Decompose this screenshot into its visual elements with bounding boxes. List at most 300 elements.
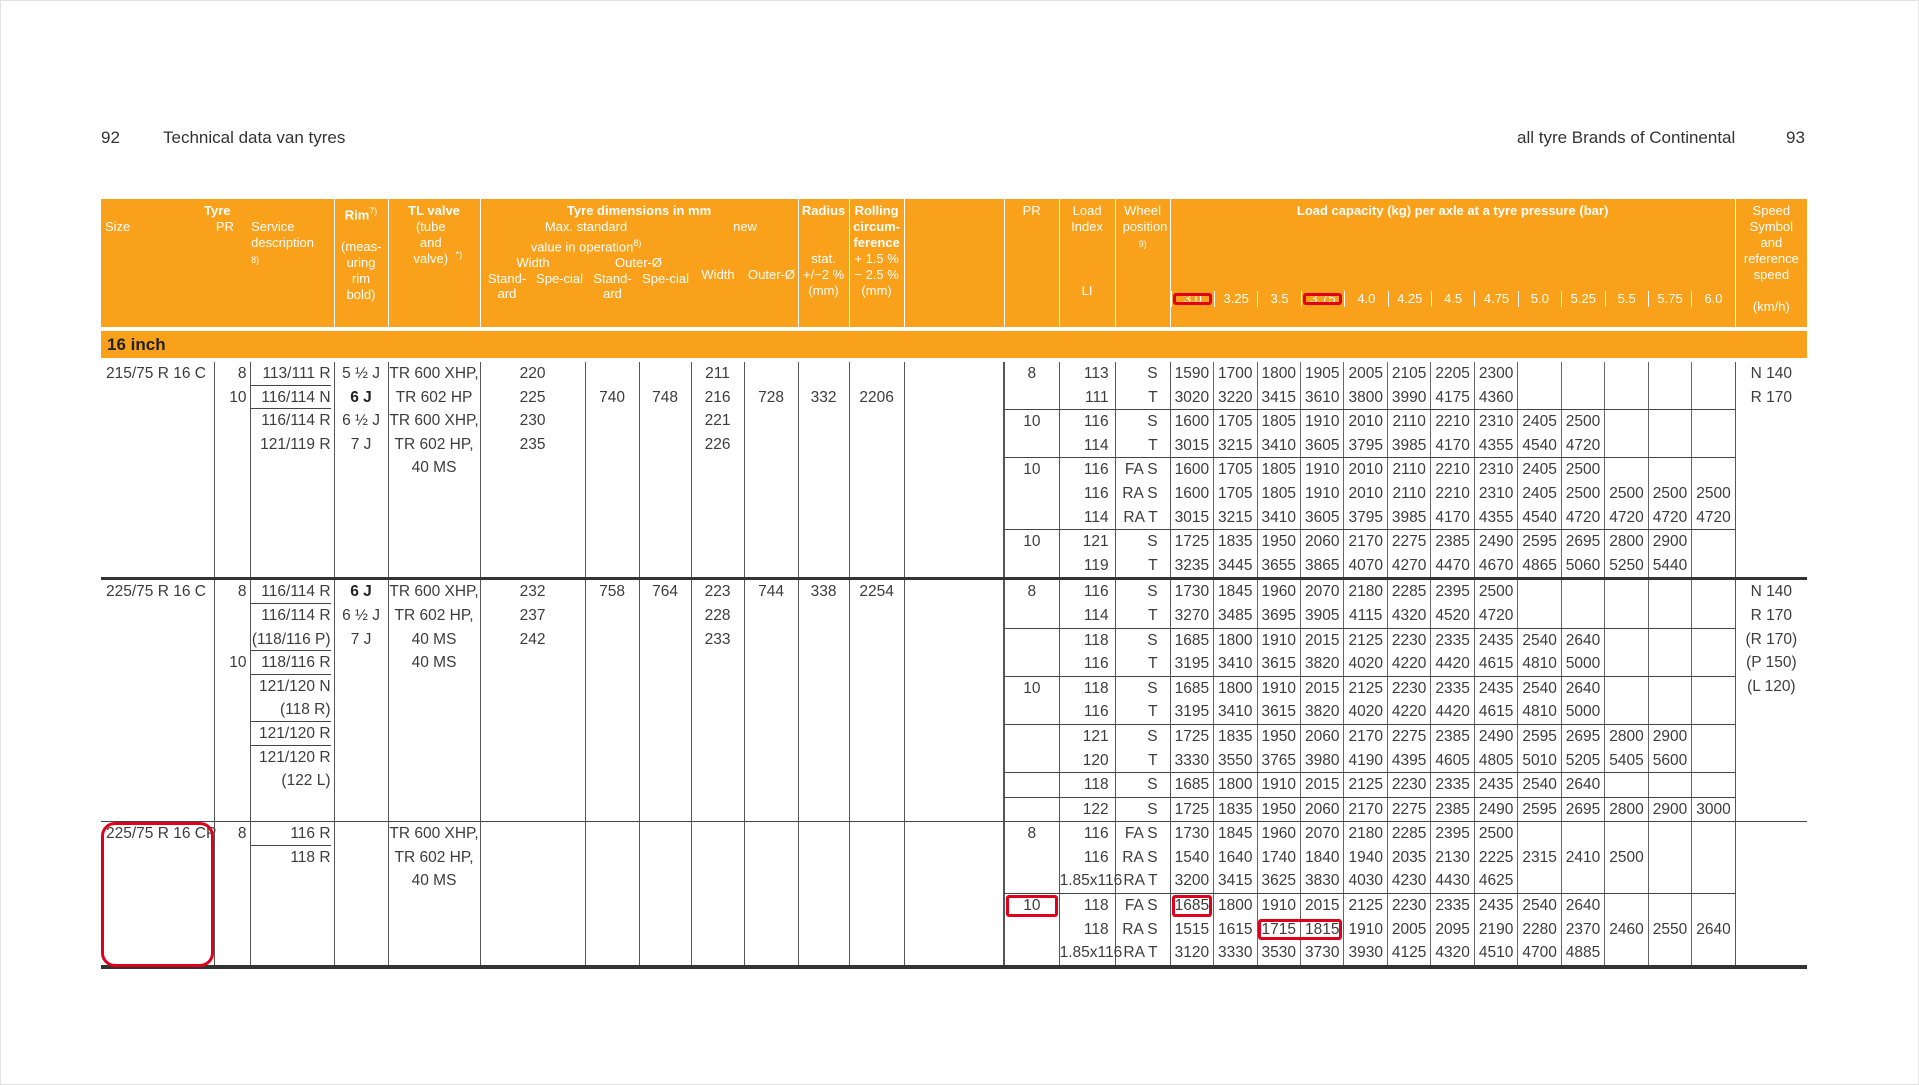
load-value: 2285	[1387, 580, 1430, 604]
tyre-size: 225/75 R 16 CP	[101, 822, 214, 967]
block-pr	[1005, 529, 1059, 577]
load-value	[1691, 604, 1734, 628]
load-value	[1604, 458, 1647, 482]
load-index: 119	[1083, 556, 1109, 574]
block-pr-value	[1005, 629, 1059, 653]
load-value: 2275	[1387, 725, 1430, 749]
outer-std	[585, 579, 639, 822]
load-row	[1171, 941, 1735, 965]
load-value	[1648, 773, 1691, 797]
load-value: 4540	[1517, 434, 1560, 458]
speed-line: R 170	[1750, 388, 1793, 406]
load-value: 2230	[1387, 773, 1430, 797]
load-value: 3990	[1387, 386, 1430, 410]
radius	[798, 360, 849, 579]
pressure-8: 5.0	[1518, 291, 1561, 307]
load-value: 2125	[1343, 677, 1386, 701]
load-value	[1604, 580, 1647, 604]
new-width-line: 226	[704, 435, 731, 453]
load-value	[1517, 869, 1560, 893]
load-value	[1604, 362, 1647, 386]
load-index: 118	[1083, 776, 1109, 794]
dims-header: Tyre dimensions in mm Max. standard value in operation$^{8)}$ Width Outer-Ø Stand-ard Spe-cial Stand-ard Spe-cial new Width Outer-Ø	[480, 199, 798, 329]
load-row	[1171, 869, 1735, 893]
load-value: 1730	[1174, 825, 1210, 843]
load-value	[1691, 677, 1734, 701]
load-value	[1691, 458, 1734, 482]
load-value: 5600	[1648, 749, 1691, 773]
load-value	[1648, 604, 1691, 628]
load-value: 2540	[1517, 677, 1560, 701]
load-value	[1561, 822, 1604, 846]
rolling-circumference	[849, 360, 904, 579]
load-value: 2310	[1474, 410, 1517, 434]
load-index: 116	[1083, 848, 1109, 866]
load-value: 4070	[1343, 554, 1386, 578]
load-value: 2435	[1474, 773, 1517, 797]
load-value: 2540	[1517, 894, 1560, 918]
load-row	[1171, 410, 1735, 434]
load-value	[1691, 580, 1734, 604]
load-row	[1171, 725, 1735, 749]
pr-line: 10	[229, 654, 247, 672]
outer-std-line: 740	[599, 388, 625, 406]
load-index: 118	[1083, 679, 1109, 697]
std-width-line: 220	[519, 365, 546, 382]
load-value: 1800	[1213, 629, 1256, 653]
wheel-position: T	[1148, 556, 1158, 574]
load-value: 1940	[1343, 846, 1386, 870]
load-value: 2640	[1561, 773, 1604, 797]
load-value: 3020	[1174, 388, 1210, 406]
load-value: 2015	[1300, 629, 1343, 653]
load-value: 1910	[1300, 482, 1343, 506]
pressure-12: 6.0	[1691, 291, 1734, 307]
rim-line: 6 J	[350, 583, 372, 601]
load-value: 2310	[1474, 458, 1517, 482]
std-width-line: 230	[519, 412, 546, 430]
load-value: 2435	[1474, 894, 1517, 918]
load-value	[1604, 434, 1647, 458]
load-value: 2460	[1604, 918, 1647, 942]
load-value: 3610	[1300, 386, 1343, 410]
load-value: 3730	[1300, 941, 1343, 965]
load-value: 4395	[1387, 749, 1430, 773]
new-width-line: 211	[705, 365, 730, 382]
load-value: 1685	[1174, 776, 1210, 794]
left-page-title: Technical data van tyres	[163, 128, 346, 147]
load-value: 1800	[1257, 362, 1300, 386]
size-header: Size	[105, 219, 131, 234]
outer-special	[639, 822, 691, 967]
load-value: 3235	[1174, 556, 1210, 574]
tl-line: TR 602 HP,	[394, 848, 474, 866]
load-index: 121	[1082, 727, 1109, 745]
load-value: 3120	[1174, 944, 1210, 962]
load-value: 1815	[1300, 918, 1343, 942]
outer-spec-line	[640, 362, 691, 386]
rim-line: 5 ½ J	[342, 365, 380, 382]
load-value: 4720	[1691, 506, 1734, 530]
load-value	[1691, 386, 1734, 410]
load-value	[1517, 580, 1560, 604]
tyre-group	[101, 360, 1807, 579]
load-value: 1725	[1174, 533, 1210, 551]
load-value: 4020	[1343, 700, 1386, 724]
load-index: 114	[1083, 436, 1109, 454]
load-row	[1171, 846, 1735, 870]
wheel-position: S	[1147, 413, 1158, 431]
load-value: 1910	[1257, 629, 1300, 653]
load-header: Load capacity (kg) per axle at a tyre pressure (bar) 3.0 3.25 3.5 3.75 4.0 4.25 4.5 4.75 5.0 5.25 5.5 5.75 6.0	[1170, 199, 1735, 329]
load-value	[1648, 362, 1691, 386]
load-index: 120	[1082, 751, 1109, 769]
load-value: 4670	[1474, 554, 1517, 578]
load-value: 2015	[1300, 677, 1343, 701]
service-line: 113/111 R	[251, 362, 331, 386]
load-value	[1604, 677, 1647, 701]
load-value: 1910	[1343, 918, 1386, 942]
load-index: 116	[1083, 655, 1109, 673]
load-value: 1800	[1213, 894, 1256, 918]
tyre-pr	[214, 360, 250, 579]
load-value	[1517, 386, 1560, 410]
load-value: 1700	[1213, 362, 1256, 386]
load-value: 2010	[1343, 410, 1386, 434]
load-value: 2640	[1561, 629, 1604, 653]
load-value: 4220	[1387, 700, 1430, 724]
load-value: 2385	[1430, 798, 1473, 822]
load-value: 2210	[1430, 482, 1473, 506]
load-value	[1691, 894, 1734, 918]
load-value: 3000	[1691, 798, 1734, 822]
wheel-position: RA S	[1122, 484, 1158, 502]
wheel-position: S	[1147, 679, 1158, 697]
load-value: 4510	[1474, 941, 1517, 965]
load-value: 4810	[1517, 652, 1560, 676]
table-header	[101, 199, 1807, 329]
block-pr	[1005, 893, 1059, 965]
wheel-position: S	[1147, 533, 1158, 551]
pr-line: 8	[237, 583, 247, 601]
load-value	[1691, 941, 1734, 965]
load-value: 4270	[1387, 554, 1430, 578]
load-value	[1648, 629, 1691, 653]
new-outer	[744, 579, 798, 822]
load-value: 5010	[1517, 749, 1560, 773]
load-value: 2490	[1474, 530, 1517, 554]
load-value: 2500	[1691, 482, 1734, 506]
load-value	[1517, 822, 1560, 846]
load-value: 2500	[1561, 410, 1604, 434]
load-value: 2105	[1387, 362, 1430, 386]
block-pr-value: 10	[1023, 413, 1041, 431]
blank-col	[904, 822, 1004, 967]
std-width-line: 235	[519, 435, 546, 453]
load-value: 5405	[1604, 749, 1647, 773]
load-value: 1835	[1213, 725, 1256, 749]
pr-line	[215, 628, 247, 652]
load-value: 3830	[1300, 869, 1343, 893]
load-row	[1171, 652, 1735, 676]
load-row	[1171, 894, 1735, 918]
load-value: 2005	[1387, 918, 1430, 942]
service-line: (122 L)	[281, 772, 331, 790]
service-line: 121/120 N	[259, 677, 331, 695]
radius	[798, 822, 849, 967]
load-value: 1835	[1213, 798, 1256, 822]
block-pr-col	[1004, 822, 1059, 967]
tl-line: TR 602 HP,	[394, 435, 474, 453]
load-value: 2170	[1343, 725, 1386, 749]
tl-valve-header: TL valve (tube and valve) *)	[388, 199, 480, 329]
load-value: 2500	[1648, 482, 1691, 506]
load-value: 4720	[1474, 604, 1517, 628]
load-value: 1950	[1257, 725, 1300, 749]
load-value: 3795	[1343, 506, 1386, 530]
load-row	[1171, 749, 1735, 773]
tl-line: 40 MS	[411, 872, 457, 890]
load-row	[1171, 482, 1735, 506]
load-value: 2640	[1561, 894, 1604, 918]
load-value	[1517, 362, 1560, 386]
tyre-data-table	[101, 199, 1807, 969]
load-value	[1648, 894, 1691, 918]
load-col	[1170, 822, 1735, 967]
load-value: 5440	[1648, 554, 1691, 578]
load-value: 2595	[1517, 725, 1560, 749]
load-value: 2125	[1343, 894, 1386, 918]
load-value	[1604, 410, 1647, 434]
wheel-position: S	[1147, 727, 1158, 745]
load-value: 2110	[1387, 410, 1430, 434]
service-header: Service description 8)	[251, 219, 315, 265]
load-value: 1960	[1257, 580, 1300, 604]
load-value: 3195	[1174, 703, 1210, 721]
new-width	[691, 822, 744, 967]
load-value: 2500	[1474, 580, 1517, 604]
load-value: 2010	[1343, 458, 1386, 482]
load-value: 5000	[1561, 700, 1604, 724]
load-value	[1648, 677, 1691, 701]
load-value: 2595	[1517, 798, 1560, 822]
block-pr-col	[1004, 579, 1059, 822]
outer-spec-line: 764	[652, 583, 678, 601]
service-line: 116/114 N	[251, 386, 331, 410]
load-row	[1171, 700, 1735, 724]
load-value: 5060	[1561, 554, 1604, 578]
load-value: 5205	[1561, 749, 1604, 773]
load-value	[1691, 652, 1734, 676]
load-value: 4175	[1430, 386, 1473, 410]
std-width	[480, 822, 585, 967]
load-value: 3765	[1257, 749, 1300, 773]
load-value: 2385	[1430, 530, 1473, 554]
load-value: 4625	[1474, 869, 1517, 893]
load-value: 3415	[1213, 869, 1256, 893]
load-value: 2125	[1343, 773, 1386, 797]
load-row	[1171, 506, 1735, 530]
load-value: 1950	[1257, 530, 1300, 554]
wheel-position: RA T	[1123, 944, 1158, 962]
load-value: 3985	[1387, 434, 1430, 458]
tyre-pr	[214, 579, 250, 822]
section-16-inch: 16 inch	[101, 329, 1807, 360]
load-value: 2900	[1648, 798, 1691, 822]
load-value: 2315	[1517, 846, 1560, 870]
load-row	[1171, 677, 1735, 701]
load-value: 1910	[1257, 894, 1300, 918]
load-value	[1648, 822, 1691, 846]
load-value	[1604, 604, 1647, 628]
load-value: 2015	[1300, 773, 1343, 797]
load-value: 3270	[1174, 606, 1210, 624]
load-value: 4805	[1474, 749, 1517, 773]
load-index: 1.85x116	[1059, 944, 1123, 962]
load-row	[1171, 362, 1735, 386]
service-description	[250, 822, 334, 967]
new-width	[691, 579, 744, 822]
load-value: 4810	[1517, 700, 1560, 724]
load-value: 1800	[1213, 677, 1256, 701]
block-pr	[1005, 724, 1059, 772]
load-index: 116	[1083, 413, 1109, 431]
load-value: 1805	[1257, 410, 1300, 434]
load-value	[1691, 725, 1734, 749]
new-width-line: 216	[704, 388, 731, 406]
load-value: 3930	[1343, 941, 1386, 965]
block-pr-value: 10	[1023, 533, 1041, 551]
load-value: 2395	[1430, 822, 1473, 846]
block-pr-value: 8	[1027, 583, 1037, 601]
tyre-header: Tyre Size PR Service description 8)	[101, 199, 334, 329]
load-value: 2695	[1561, 530, 1604, 554]
load-value: 4865	[1517, 554, 1560, 578]
load-value: 3980	[1300, 749, 1343, 773]
block-pr-value: 10	[1023, 897, 1041, 915]
pressure-6: 4.5	[1431, 291, 1474, 307]
load-value: 2435	[1474, 677, 1517, 701]
load-value: 2800	[1604, 798, 1647, 822]
service-line: 116/114 R	[261, 412, 331, 430]
load-value: 2595	[1517, 530, 1560, 554]
load-value: 3015	[1174, 508, 1210, 526]
load-index: 1.85x116	[1059, 872, 1123, 890]
std-width	[480, 579, 585, 822]
load-value: 2015	[1300, 894, 1343, 918]
tl-valve	[388, 360, 480, 579]
service-line: (118 R)	[251, 698, 331, 722]
load-value: 2640	[1561, 677, 1604, 701]
wheel-position: S	[1147, 800, 1158, 818]
tyre-group	[101, 822, 1807, 967]
load-value: 3795	[1343, 434, 1386, 458]
load-index: 118	[1083, 631, 1109, 649]
std-width	[480, 360, 585, 579]
speed-header: Speed Symbol and reference speed (km/h)	[1735, 199, 1807, 329]
new-outer	[744, 360, 798, 579]
radius-line: 338	[810, 583, 837, 601]
block-pr	[1005, 797, 1059, 822]
new-outer-line: 728	[758, 388, 784, 406]
load-value: 1600	[1174, 484, 1210, 502]
load-value: 2695	[1561, 798, 1604, 822]
load-value: 1705	[1213, 482, 1256, 506]
load-value: 3485	[1213, 604, 1256, 628]
load-value: 2695	[1561, 725, 1604, 749]
load-value: 3215	[1213, 434, 1256, 458]
load-value: 1805	[1257, 482, 1300, 506]
block-pr	[1005, 772, 1059, 797]
service-line: 121/119 R	[260, 435, 331, 453]
service-line: (118/116 P)	[251, 628, 331, 652]
load-value: 3410	[1257, 434, 1300, 458]
load-value: 1910	[1300, 458, 1343, 482]
load-value: 2370	[1561, 918, 1604, 942]
load-value: 4320	[1387, 604, 1430, 628]
load-value	[1517, 604, 1560, 628]
tl-line: 40 MS	[411, 630, 457, 648]
load-value: 1905	[1300, 362, 1343, 386]
load-row	[1171, 822, 1735, 846]
load-value	[1604, 869, 1647, 893]
load-value: 3655	[1257, 554, 1300, 578]
outer-std	[585, 822, 639, 967]
load-value: 2280	[1517, 918, 1560, 942]
pressure-1: 3.25	[1214, 291, 1257, 307]
tl-valve	[388, 822, 480, 967]
load-value: 1725	[1174, 800, 1210, 818]
load-row	[1171, 386, 1735, 410]
load-index: 122	[1082, 800, 1109, 818]
load-row	[1171, 629, 1735, 653]
block-pr	[1005, 580, 1059, 627]
new-outer-line	[745, 362, 798, 386]
load-row	[1171, 773, 1735, 797]
load-col	[1170, 579, 1735, 822]
outer-std-line: 758	[599, 583, 625, 601]
li-header: Load Index LI	[1059, 199, 1115, 329]
load-value	[1648, 580, 1691, 604]
load-value	[1691, 846, 1734, 870]
load-value: 2275	[1387, 798, 1430, 822]
load-value	[1604, 773, 1647, 797]
load-value: 1685	[1174, 897, 1210, 915]
load-value: 3445	[1213, 554, 1256, 578]
speed-line: (P 150)	[1746, 654, 1797, 672]
block-pr-value: 10	[1023, 461, 1041, 479]
block-pr	[1005, 362, 1059, 409]
blank-col	[904, 579, 1004, 822]
load-value: 2035	[1387, 846, 1430, 870]
right-page-number: 93	[1786, 128, 1805, 147]
load-value: 2130	[1430, 846, 1473, 870]
radius-header: Radius stat. +/−2 % (mm)	[798, 199, 849, 329]
load-value	[1691, 773, 1734, 797]
pr-line: 10	[229, 388, 247, 406]
wheel-col	[1115, 579, 1170, 822]
load-value	[1648, 700, 1691, 724]
wheel-position: S	[1147, 365, 1158, 382]
service-line: 116/114 R	[261, 606, 331, 624]
new-width-line: 228	[704, 606, 731, 624]
load-value: 2210	[1430, 458, 1473, 482]
load-value: 2900	[1648, 725, 1691, 749]
load-value: 3015	[1174, 436, 1210, 454]
load-value: 1515	[1174, 920, 1210, 938]
load-value: 2110	[1387, 458, 1430, 482]
load-index: 116	[1083, 703, 1109, 721]
